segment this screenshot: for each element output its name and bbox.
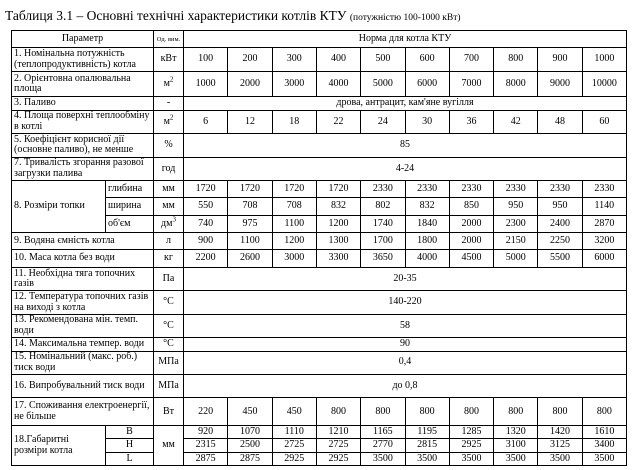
value-cell: 22 xyxy=(316,110,360,133)
value-merged: до 0,8 xyxy=(184,374,627,397)
unit-cell: кг xyxy=(154,250,184,267)
param-label: 11. Необхідна тяга топочних газів xyxy=(12,267,154,290)
value-merged: 90 xyxy=(184,338,627,351)
value-cell: 2925 xyxy=(272,452,316,465)
value-merged: 58 xyxy=(184,314,627,337)
unit-text: $дм^3$ xyxy=(161,215,176,229)
value-cell: 18 xyxy=(272,110,316,133)
value-cell: 550 xyxy=(184,198,228,215)
row-heat-surface xyxy=(12,110,627,133)
unit-cell: % xyxy=(154,134,184,157)
value-cell: 850 xyxy=(449,198,493,215)
value-cell: 800 xyxy=(316,398,360,426)
sub-label: H xyxy=(106,439,154,452)
value-cell: 2875 xyxy=(228,452,272,465)
value-cell: 1300 xyxy=(316,233,360,250)
value-cell: 2925 xyxy=(449,439,493,452)
value-cell: 802 xyxy=(361,198,405,215)
value-cell: 2330 xyxy=(538,181,582,198)
value-cell: 5000 xyxy=(494,250,538,267)
param-label: 16. Випробувальний тиск води xyxy=(12,374,154,397)
value-cell: 5000 xyxy=(361,71,405,97)
value-cell: 1000 xyxy=(582,48,626,71)
value-cell: 2250 xyxy=(538,233,582,250)
unit-cell: мм xyxy=(154,181,184,198)
value-cell: 2870 xyxy=(582,215,626,232)
row-draft xyxy=(12,267,627,290)
param-label: 14. Максимальна темпер. води xyxy=(12,338,154,351)
row-area xyxy=(12,71,627,97)
value-cell: 4000 xyxy=(405,250,449,267)
param-label: 17. Споживання електроенергії, не більше xyxy=(12,398,154,426)
value-cell: 800 xyxy=(405,398,449,426)
value-cell: 900 xyxy=(184,233,228,250)
value-cell: 1165 xyxy=(361,426,405,439)
value-cell: 2600 xyxy=(228,250,272,267)
value-cell: 800 xyxy=(582,398,626,426)
unit-cell xyxy=(154,71,184,97)
table-caption xyxy=(0,8,640,24)
value-cell: 3500 xyxy=(405,452,449,465)
value-cell: 800 xyxy=(361,398,405,426)
row-min-temp xyxy=(12,314,627,337)
value-cell: 450 xyxy=(272,398,316,426)
param-label: 8. Розміри топки xyxy=(12,181,106,233)
caption-main: Таблиця 3.1 – Основні технічні характеристики котлів КТУ xyxy=(5,8,347,23)
value-cell: 7000 xyxy=(449,71,493,97)
value-cell: 2925 xyxy=(316,452,360,465)
value-cell: 800 xyxy=(494,48,538,71)
value-cell: 3500 xyxy=(538,452,582,465)
sub-label: об'єм xyxy=(106,215,154,232)
value-cell: 1740 xyxy=(361,215,405,232)
value-cell: 30 xyxy=(405,110,449,133)
param-label: 15. Номінальний (макс. роб.) тиск води xyxy=(12,351,154,374)
value-cell: 1800 xyxy=(405,233,449,250)
row-mass xyxy=(12,250,627,267)
value-cell: 3500 xyxy=(582,452,626,465)
value-cell: 2875 xyxy=(184,452,228,465)
value-cell: 1420 xyxy=(538,426,582,439)
value-cell: 1285 xyxy=(449,426,493,439)
value-cell: 1100 xyxy=(228,233,272,250)
value-cell: 100 xyxy=(184,48,228,71)
value-cell: 2200 xyxy=(184,250,228,267)
value-cell: 920 xyxy=(184,426,228,439)
param-label: 2. Орієнтовна опалювальна площа xyxy=(12,71,154,97)
value-cell: 3500 xyxy=(449,452,493,465)
value-cell: 3500 xyxy=(494,452,538,465)
value-cell: 975 xyxy=(228,215,272,232)
value-cell: 1210 xyxy=(316,426,360,439)
value-cell: 42 xyxy=(494,110,538,133)
row-efficiency xyxy=(12,134,627,157)
header-param: Параметр xyxy=(12,31,154,48)
value-cell: 24 xyxy=(361,110,405,133)
value-cell: 3100 xyxy=(494,439,538,452)
value-cell: 3400 xyxy=(582,439,626,452)
row-pressure xyxy=(12,351,627,374)
value-cell: 1110 xyxy=(272,426,316,439)
param-label: 18.Габаритні розміри котла xyxy=(12,426,106,466)
value-cell: 4500 xyxy=(449,250,493,267)
value-cell: 2725 xyxy=(272,439,316,452)
header-unit: Од. вим. xyxy=(154,31,184,48)
value-cell: 1140 xyxy=(582,198,626,215)
unit-cell: Па xyxy=(154,267,184,290)
param-label: 9. Водяна ємність котла xyxy=(12,233,154,250)
value-cell: 36 xyxy=(449,110,493,133)
value-cell: 6000 xyxy=(405,71,449,97)
value-cell: 1320 xyxy=(494,426,538,439)
value-cell: 708 xyxy=(272,198,316,215)
value-cell: 2000 xyxy=(449,233,493,250)
unit-cell: мм xyxy=(154,198,184,215)
row-water-capacity xyxy=(12,233,627,250)
value-cell: 2725 xyxy=(316,439,360,452)
row-burn-time xyxy=(12,157,627,180)
value-cell: 1700 xyxy=(361,233,405,250)
value-cell: 2330 xyxy=(494,181,538,198)
unit-cell xyxy=(154,215,184,232)
param-label: 7. Тривалість згорання разової загрузки палива xyxy=(12,157,154,180)
unit-cell: л xyxy=(154,233,184,250)
unit-cell: Вт xyxy=(154,398,184,426)
value-cell: 3500 xyxy=(361,452,405,465)
value-cell: 8000 xyxy=(494,71,538,97)
unit-cell: год xyxy=(154,157,184,180)
row-power-consumption xyxy=(12,398,627,426)
sub-label: L xyxy=(106,452,154,465)
value-cell: 1195 xyxy=(405,426,449,439)
value-cell: 9000 xyxy=(538,71,582,97)
value-cell: 1070 xyxy=(228,426,272,439)
value-cell: 60 xyxy=(582,110,626,133)
value-cell: 3000 xyxy=(272,250,316,267)
value-cell: 2815 xyxy=(405,439,449,452)
value-merged: 20-35 xyxy=(184,267,627,290)
value-cell: 950 xyxy=(538,198,582,215)
header-norm: Норма для котла КТУ xyxy=(184,31,627,48)
value-cell: 1200 xyxy=(316,215,360,232)
unit-cell: МПа xyxy=(154,351,184,374)
value-cell: 200 xyxy=(228,48,272,71)
specs-table xyxy=(11,30,627,466)
unit-cell xyxy=(154,110,184,133)
unit-cell: °С xyxy=(154,314,184,337)
value-merged: 4-24 xyxy=(184,157,627,180)
value-cell: 2330 xyxy=(582,181,626,198)
unit-cell: - xyxy=(154,97,184,110)
row-fuel xyxy=(12,97,627,110)
param-label: 10. Маса котла без води xyxy=(12,250,154,267)
value-cell: 2000 xyxy=(228,71,272,97)
unit-cell: кВт xyxy=(154,48,184,71)
value-cell: 1720 xyxy=(272,181,316,198)
value-cell: 1720 xyxy=(228,181,272,198)
param-label: 1. Номінальна потужність (теплопродуктивність) котла xyxy=(12,48,154,71)
value-cell: 600 xyxy=(405,48,449,71)
value-merged: 140-220 xyxy=(184,291,627,314)
value-cell: 700 xyxy=(449,48,493,71)
param-label: 5. Коефіцієнт корисної дії (основне паливо), не менше xyxy=(12,134,154,157)
value-cell: 3125 xyxy=(538,439,582,452)
value-cell: 800 xyxy=(494,398,538,426)
value-cell: 6 xyxy=(184,110,228,133)
value-cell: 2330 xyxy=(405,181,449,198)
value-cell: 6000 xyxy=(582,250,626,267)
value-cell: 1720 xyxy=(316,181,360,198)
value-cell: 708 xyxy=(228,198,272,215)
value-cell: 2315 xyxy=(184,439,228,452)
value-cell: 3650 xyxy=(361,250,405,267)
row-test-pressure xyxy=(12,374,627,397)
value-cell: 1840 xyxy=(405,215,449,232)
value-cell: 1100 xyxy=(272,215,316,232)
param-label: 4. Площа поверхні теплообміну в котлі xyxy=(12,110,154,133)
row-dimensions-0 xyxy=(12,426,627,439)
value-merged: 0,4 xyxy=(184,351,627,374)
value-cell: 1720 xyxy=(184,181,228,198)
param-label: 13. Рекомендована мін. темп. води xyxy=(12,314,154,337)
row-furnace-0 xyxy=(12,181,627,198)
caption-sub: (потужністю 100-1000 кВт) xyxy=(349,13,461,23)
value-cell: 10000 xyxy=(582,71,626,97)
unit-cell: МПа xyxy=(154,374,184,397)
value-cell: 2330 xyxy=(449,181,493,198)
value-cell: 2330 xyxy=(361,181,405,198)
value-cell: 1200 xyxy=(272,233,316,250)
value-cell: 3200 xyxy=(582,233,626,250)
value-cell: 800 xyxy=(449,398,493,426)
row-gas-temp xyxy=(12,291,627,314)
sub-label: глибина xyxy=(106,181,154,198)
unit-cell: °С xyxy=(154,291,184,314)
value-cell: 400 xyxy=(316,48,360,71)
value-cell: 950 xyxy=(494,198,538,215)
value-cell: 12 xyxy=(228,110,272,133)
value-cell: 2400 xyxy=(538,215,582,232)
value-cell: 4000 xyxy=(316,71,360,97)
value-cell: 832 xyxy=(405,198,449,215)
value-cell: 500 xyxy=(361,48,405,71)
value-cell: 740 xyxy=(184,215,228,232)
value-cell: 48 xyxy=(538,110,582,133)
value-cell: 220 xyxy=(184,398,228,426)
row-max-temp xyxy=(12,338,627,351)
value-cell: 300 xyxy=(272,48,316,71)
sub-label: ширина xyxy=(106,198,154,215)
value-cell: 1000 xyxy=(184,71,228,97)
value-cell: 1610 xyxy=(582,426,626,439)
value-merged: дрова, антрацит, кам'яне вугілля xyxy=(184,97,627,110)
value-cell: 5500 xyxy=(538,250,582,267)
value-cell: 3300 xyxy=(316,250,360,267)
unit-text: $м^2$ xyxy=(163,75,174,89)
value-cell: 2770 xyxy=(361,439,405,452)
param-label: 12. Температура топочних газів на виході з котла xyxy=(12,291,154,314)
value-cell: 2000 xyxy=(449,215,493,232)
value-cell: 2500 xyxy=(228,439,272,452)
value-cell: 450 xyxy=(228,398,272,426)
header-row xyxy=(12,31,627,48)
row-power xyxy=(12,48,627,71)
value-merged: 85 xyxy=(184,134,627,157)
param-label: 3. Паливо xyxy=(12,97,154,110)
value-cell: 3000 xyxy=(272,71,316,97)
value-cell: 800 xyxy=(538,398,582,426)
unit-cell: мм xyxy=(154,426,184,466)
value-cell: 2300 xyxy=(494,215,538,232)
unit-cell: °С xyxy=(154,338,184,351)
unit-text: $м^2$ xyxy=(163,113,174,127)
sub-label: B xyxy=(106,426,154,439)
value-cell: 2150 xyxy=(494,233,538,250)
value-cell: 832 xyxy=(316,198,360,215)
value-cell: 900 xyxy=(538,48,582,71)
